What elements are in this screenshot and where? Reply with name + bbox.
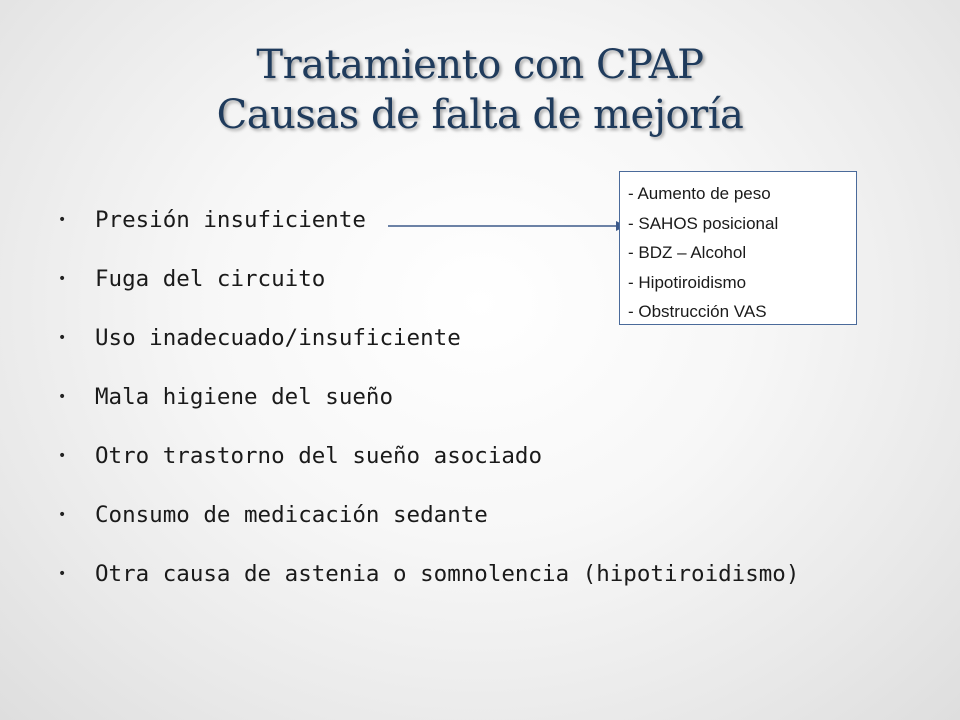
arrow-right-icon xyxy=(388,216,628,236)
bullet-dot-icon: • xyxy=(58,507,67,523)
bullet-item xyxy=(58,373,799,432)
bullet-item xyxy=(58,550,799,609)
bullet-text: Mala higiene del sueño xyxy=(95,384,394,410)
callout-item: - SAHOS posicional xyxy=(628,213,779,233)
bullet-dot-icon: • xyxy=(58,566,67,582)
bullet-text: Consumo de medicación sedante xyxy=(95,502,488,528)
title-line-2: Causas de falta de mejoría xyxy=(216,92,744,138)
slide-title xyxy=(0,40,960,140)
bullet-text: Otra causa de astenia o somnolencia (hipotiroidismo) xyxy=(95,561,800,587)
bullet-text: Otro trastorno del sueño asociado xyxy=(95,443,543,469)
title-line-1: Tratamiento con CPAP xyxy=(256,42,704,88)
bullet-item xyxy=(58,432,799,491)
bullet-dot-icon: • xyxy=(58,212,67,228)
bullet-dot-icon: • xyxy=(58,389,67,405)
callout-item: - Hipotiroidismo xyxy=(628,272,747,292)
callout-item: - Obstrucción VAS xyxy=(628,302,767,321)
bullet-dot-icon: • xyxy=(58,330,67,346)
bullet-text: Presión insuficiente xyxy=(95,207,366,233)
bullet-dot-icon: • xyxy=(58,271,67,287)
callout-item: - Aumento de peso xyxy=(628,184,771,203)
bullet-text: Uso inadecuado/insuficiente xyxy=(95,325,461,351)
bullet-text: Fuga del circuito xyxy=(95,266,326,292)
bullet-dot-icon: • xyxy=(58,448,67,464)
callout-box xyxy=(619,171,857,325)
bullet-item xyxy=(58,491,799,550)
callout-item: - BDZ – Alcohol xyxy=(628,243,747,262)
